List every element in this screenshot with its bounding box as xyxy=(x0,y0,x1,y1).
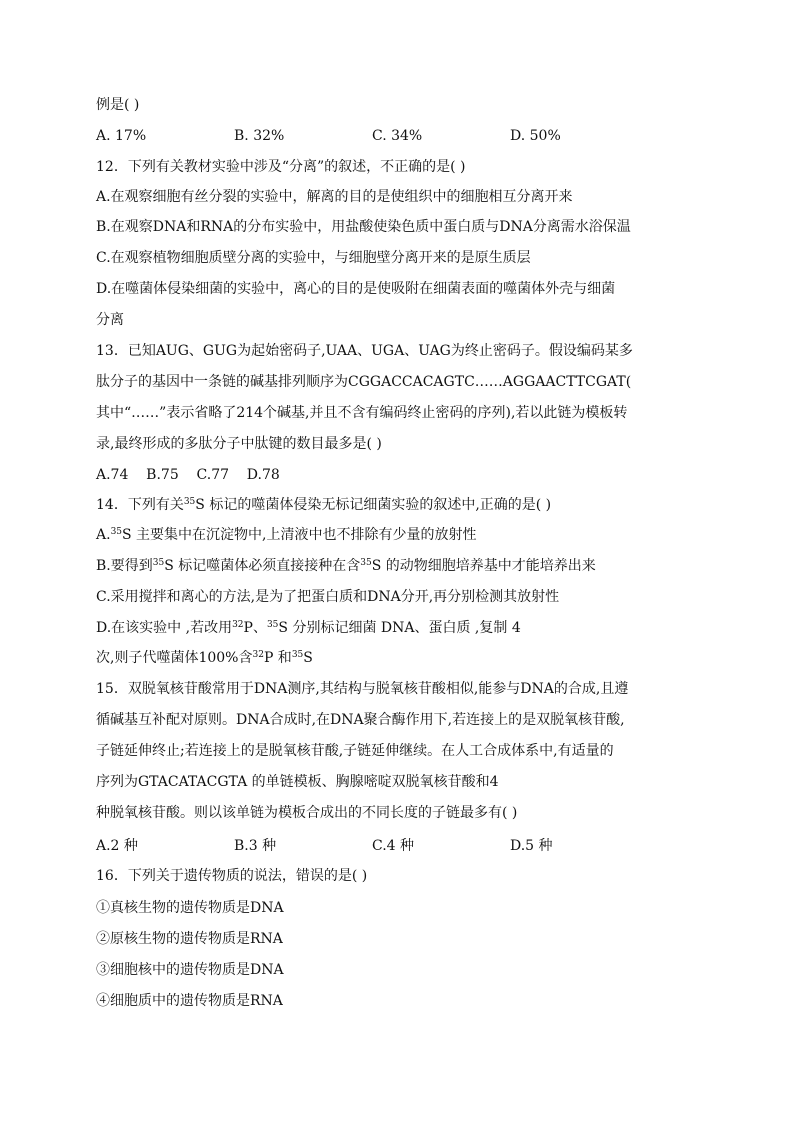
q14-stem-text: 14．下列有关 xyxy=(96,497,184,513)
q12-option-b: B.在观察DNA和RNA的分布实验中，用盐酸使染色质中蛋白质与DNA分离需水浴保温 xyxy=(96,219,631,235)
q13-stem-line1: 13．已知AUG、GUG为起始密码子,UAA、UGA、UAG为终止密码子。假设编码某多 xyxy=(96,343,633,359)
q14-option-d-line2 xyxy=(96,648,706,668)
q12-option-d-line2: 分离 xyxy=(96,312,124,328)
q14-stem-text: S 标记的噬菌体侵染无标记细菌实验的叙述中,正确的是( ) xyxy=(195,497,552,513)
q11-option-d: D. 50% xyxy=(510,128,561,144)
q16-item-4: ④细胞质中的遗传物质是RNA xyxy=(96,993,283,1009)
q14-option-a xyxy=(96,525,706,545)
q11-continuation: 例是( ) xyxy=(96,97,140,113)
q15-option-b: B.3 种 xyxy=(234,838,277,854)
q12-stem: 12．下列有关教材实验中涉及“分离”的叙述，不正确的是( ) xyxy=(96,159,466,175)
isotope-superscript: 32 xyxy=(232,620,244,630)
isotope-superscript: 35 xyxy=(266,620,279,630)
q14-option-a-text: S 主要集中在沉淀物中,上清液中也不排除有少量的放射性 xyxy=(122,527,477,543)
q14-option-d-text: D.在该实验中 ,若改用 xyxy=(96,620,233,636)
q12-option-d-line1: D.在噬菌体侵染细菌的实验中，离心的目的是使吸附在细菌表面的噬菌体外壳与细菌 xyxy=(96,281,616,297)
q11-option-a: A. 17% xyxy=(96,128,147,144)
q14-option-b-text: S 标记噬菌体必须直接接种在含 xyxy=(164,558,361,574)
q14-option-c: C.采用搅拌和离心的方法,是为了把蛋白质和DNA分开,再分别检测其放射性 xyxy=(96,589,560,605)
q15-stem-line5: 种脱氧核苷酸。则以该单链为模板合成出的不同长度的子链最多有( ) xyxy=(96,805,518,821)
q12-option-c: C.在观察植物细胞质壁分离的实验中，与细胞壁分离开来的是原生质层 xyxy=(96,250,531,266)
isotope-superscript: 35 xyxy=(152,558,165,568)
q14-option-d-text: 次,则子代噬菌体100%含 xyxy=(96,650,253,666)
isotope-superscript: 35 xyxy=(360,558,372,568)
q11-option-c: C. 34% xyxy=(372,128,423,144)
q16-item-1: ①真核生物的遗传物质是DNA xyxy=(96,900,284,916)
q15-stem-line4: 序列为GTACATACGTA 的单链模板、胸腺嘧啶双脱氧核苷酸和4 xyxy=(96,774,499,790)
q16-stem: 16．下列关于遗传物质的说法，错误的是( ) xyxy=(96,868,368,884)
isotope-superscript: 35 xyxy=(110,527,123,537)
q13-stem-line3: 其中“……”表示省略了214个碱基,并且不含有编码终止密码的序列),若以此链为模板转 xyxy=(96,405,628,421)
q16-item-3: ③细胞核中的遗传物质是DNA xyxy=(96,962,284,978)
q11-option-b: B. 32% xyxy=(234,128,285,144)
q12-option-a: A.在观察细胞有丝分裂的实验中，解离的目的是使组织中的细胞相互分离开来 xyxy=(96,189,573,205)
q14-option-d-text: P 和 xyxy=(263,650,292,666)
q14-option-b-text: S 的动物细胞培养基中才能培养出来 xyxy=(371,558,596,574)
q15-stem-line3: 子链延伸终止;若连接上的是脱氧核苷酸,子链延伸继续。在人工合成体系中,有适量的 xyxy=(96,743,614,759)
q14-option-b xyxy=(96,556,706,576)
q15-stem-line2: 循碱基互补配对原则。DNA合成时,在DNA聚合酶作用下,若连接上的是双脱氧核苷酸, xyxy=(96,712,625,728)
isotope-superscript: 35 xyxy=(183,497,196,507)
q16-item-2: ②原核生物的遗传物质是RNA xyxy=(96,931,283,947)
q13-options: A.74 B.75 C.77 D.78 xyxy=(96,467,280,483)
q14-option-d-line1 xyxy=(96,618,706,638)
q14-option-d-text: S xyxy=(303,650,313,666)
q13-stem-line4: 录,最终形成的多肽分子中肽键的数目最多是( ) xyxy=(96,436,382,452)
q15-option-d: D.5 种 xyxy=(510,838,553,854)
q15-stem-line1: 15．双脱氧核苷酸常用于DNA测序,其结构与脱氧核苷酸相似,能参与DNA的合成,且遵 xyxy=(96,681,629,697)
q15-option-a: A.2 种 xyxy=(96,838,138,854)
q14-option-b-text: B.要得到 xyxy=(96,558,153,574)
q13-stem-line2: 肽分子的基因中一条链的碱基排列顺序为CGGACCACAGTC……AGGAACTTCGAT( xyxy=(96,374,632,390)
q14-option-d-text: P、 xyxy=(243,620,267,636)
isotope-superscript: 35 xyxy=(291,650,304,660)
q15-option-c: C.4 种 xyxy=(372,838,415,854)
q14-stem xyxy=(96,495,706,515)
isotope-superscript: 32 xyxy=(252,650,264,660)
q14-option-a-text: A. xyxy=(96,527,111,543)
q14-option-d-text: S 分别标记细菌 DNA、蛋白质 ,复制 4 xyxy=(278,620,521,636)
